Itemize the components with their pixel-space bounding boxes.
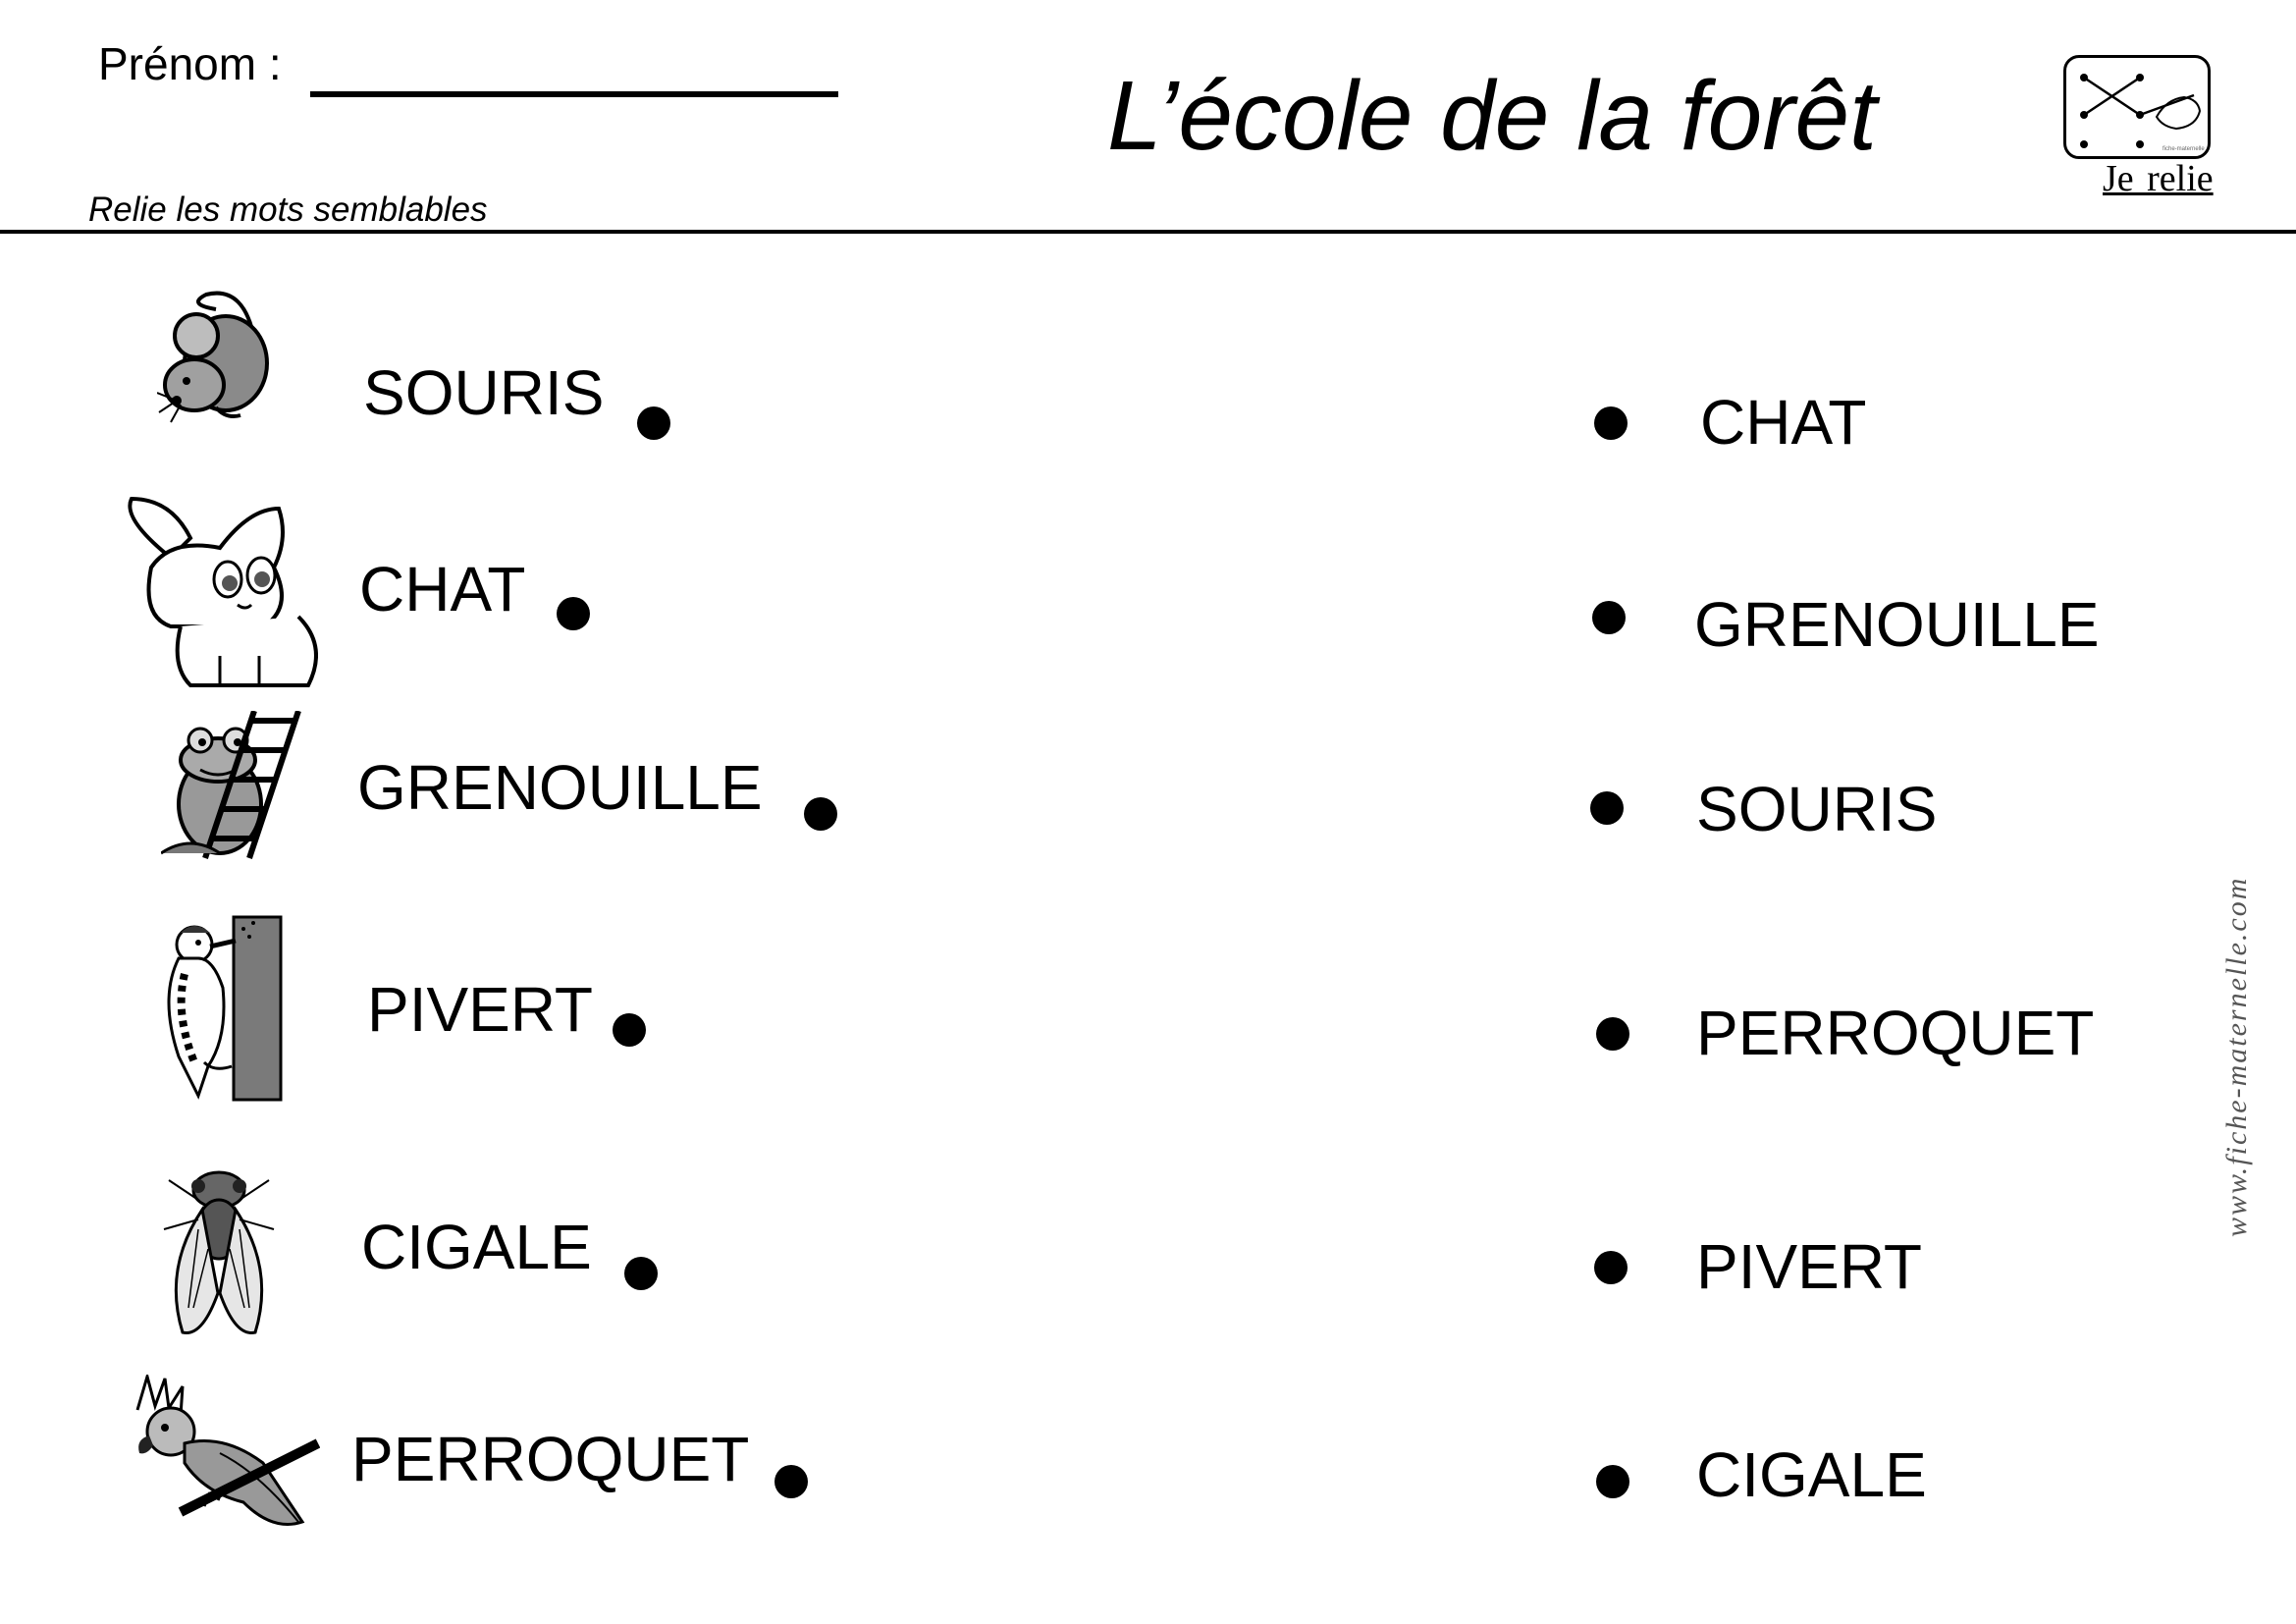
left-word-perroquet: PERROQUET <box>351 1424 750 1494</box>
right-dot-pivert[interactable] <box>1594 1251 1628 1284</box>
cat-icon <box>122 489 318 690</box>
header-divider <box>0 230 2296 234</box>
right-word-grenouille: GRENOUILLE <box>1694 589 2100 660</box>
parrot-icon <box>122 1375 320 1540</box>
connect-logo-icon <box>2063 55 2211 159</box>
left-dot-chat[interactable] <box>557 597 590 630</box>
frog-icon <box>161 711 308 863</box>
left-word-souris: SOURIS <box>363 357 605 428</box>
left-word-chat: CHAT <box>359 554 526 624</box>
left-dot-souris[interactable] <box>637 406 670 440</box>
right-word-chat: CHAT <box>1700 387 1867 458</box>
woodpecker-icon <box>155 915 287 1102</box>
left-word-cigale: CIGALE <box>361 1212 592 1282</box>
right-word-souris: SOURIS <box>1696 774 1938 844</box>
right-word-perroquet: PERROQUET <box>1696 998 2095 1068</box>
right-dot-cigale[interactable] <box>1596 1465 1629 1498</box>
right-dot-chat[interactable] <box>1594 406 1628 440</box>
cicada-icon <box>159 1161 279 1337</box>
left-word-pivert: PIVERT <box>367 974 593 1045</box>
page-title: L’école de la forêt <box>1107 61 1877 171</box>
right-dot-perroquet[interactable] <box>1596 1017 1629 1051</box>
right-dot-souris[interactable] <box>1590 791 1624 825</box>
right-word-pivert: PIVERT <box>1696 1231 1922 1302</box>
name-label: Prénom : <box>98 38 282 89</box>
instruction-text: Relie les mots semblables <box>88 190 488 229</box>
left-dot-pivert[interactable] <box>613 1013 646 1047</box>
left-dot-grenouille[interactable] <box>804 797 837 831</box>
logo-caption: Je relie <box>2103 158 2214 199</box>
right-dot-grenouille[interactable] <box>1592 601 1626 634</box>
mouse-icon <box>157 275 280 442</box>
left-dot-cigale[interactable] <box>624 1257 658 1290</box>
left-word-grenouille: GRENOUILLE <box>357 752 763 823</box>
svg-text:fiche-maternelle: fiche-maternelle <box>2163 146 2205 152</box>
left-dot-perroquet[interactable] <box>774 1465 808 1498</box>
name-field-line[interactable] <box>310 91 838 97</box>
right-word-cigale: CIGALE <box>1696 1439 1927 1510</box>
